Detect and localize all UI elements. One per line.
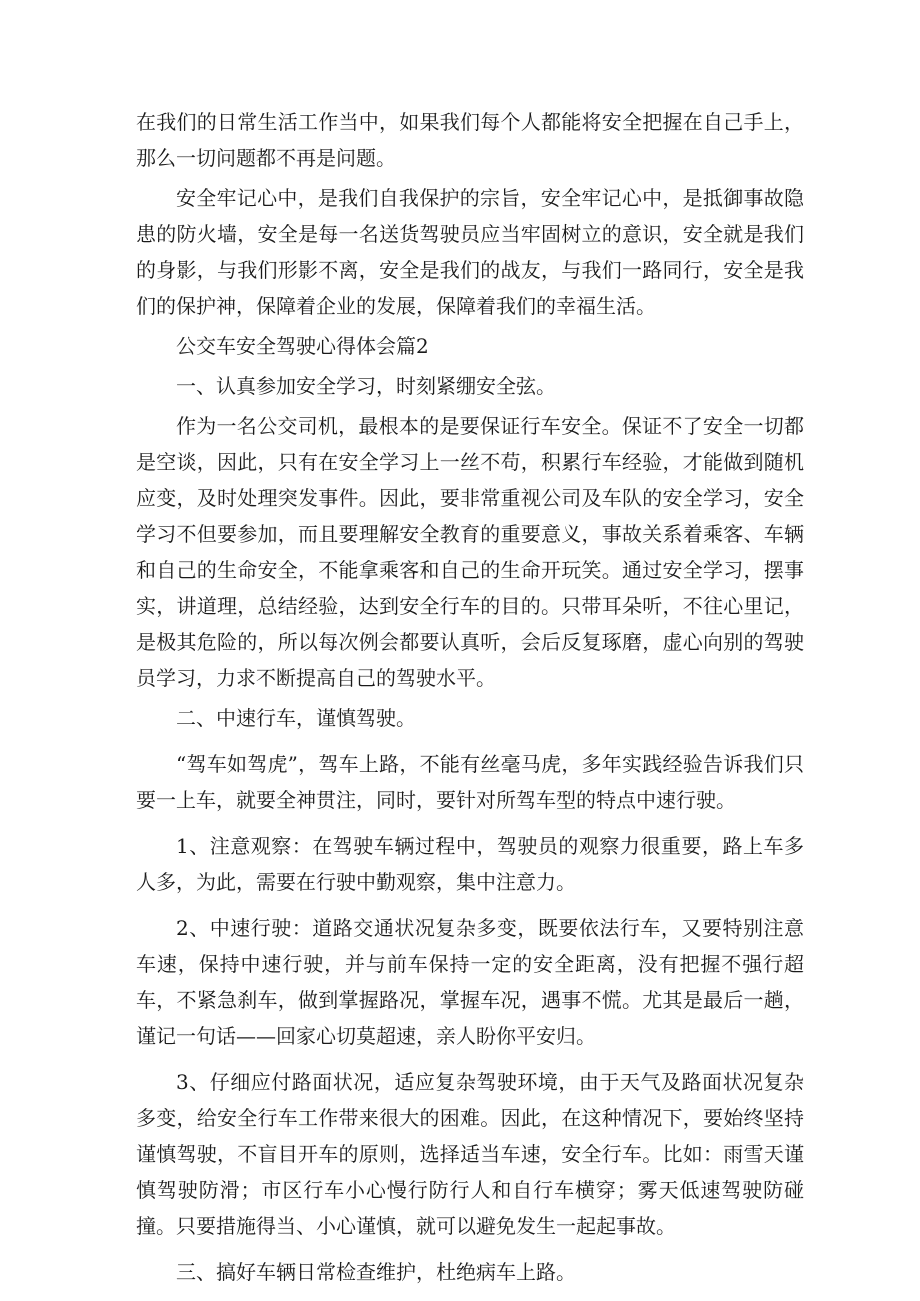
heading-3: 三、搞好车辆日常检查维护，杜绝病车上路。 [176, 1260, 576, 1284]
paragraph-7: 3、仔细应付路面状况，适应复杂驾驶环境，由于天气及路面状况复杂多变，给安全行车工作带来很大的困难。因此，在这种情况下，要始终坚持谨慎驾驶，不盲目开车的原则，选择适当车速，安全行车。比如：雨雪天谨慎驾驶防滑；市区行车小心慢行防行人和自行车横穿；雾天低速驾驶防碰撞。只要措施得当、小心谨慎，就可以避免发生一起起事故。 [136, 1070, 804, 1238]
paragraph-4: “驾车如驾虎”，驾车上路，不能有丝毫马虎，多年实践经验告诉我们只要一上车，就要全神贯注，同时，要针对所驾车型的特点中速行驶。 [136, 752, 804, 812]
paragraph-5: 1、注意观察：在驾驶车辆过程中，驾驶员的观察力很重要，路上车多人多，为此，需要在行驶中勤观察，集中注意力。 [136, 834, 804, 894]
paragraph-1: 在我们的日常生活工作当中，如果我们每个人都能将安全把握在自己手上，那么一切问题都不再是问题。 [136, 110, 804, 170]
document-body [136, 104, 804, 1294]
paragraph-6: 2、中速行驶：道路交通状况复杂多变，既要依法行车，又要特别注意车速，保持中速行驶，并与前车保持一定的安全距离，没有把握不强行超车，不紧急刹车，做到掌握路况，掌握车况，遇事不慌。尤其是最后一趟，谨记一句话——回家心切莫超速，亲人盼你平安归。 [136, 916, 804, 1048]
heading-1: 一、认真参加安全学习，时刻紧绷安全弦。 [176, 374, 556, 398]
paragraph-3: 作为一名公交司机，最根本的是要保证行车安全。保证不了安全一切都是空谈，因此，只有在安全学习上一丝不苟，积累行车经验，才能做到随机应变，及时处理突发事件。因此，要非常重视公司及车队的安全学习，安全学习不但要参加，而且要理解安全教育的重要意义，事故关系着乘客、车辆和自己的生命安全，不能拿乘客和自己的生命开玩笑。通过安全学习，摆事实，讲道理，总结经验，达到安全行车的目的。只带耳朵听，不往心里记，是极其危险的，所以每次例会都要认真听，会后反复琢磨，虚心向别的驾驶员学习，力求不断提高自己的驾驶水平。 [136, 414, 804, 690]
paragraph-2: 安全牢记心中，是我们自我保护的宗旨，安全牢记心中，是抵御事故隐患的防火墙，安全是每一名送货驾驶员应当牢固树立的意识，安全就是我们的身影，与我们形影不离，安全是我们的战友，与我们一路同行，安全是我们的保护神，保障着企业的发展，保障着我们的幸福生活。 [136, 186, 804, 318]
section-title: 公交车安全驾驶心得体会篇2 [176, 334, 429, 358]
heading-2: 二、中速行车，谨慎驾驶。 [176, 706, 416, 730]
